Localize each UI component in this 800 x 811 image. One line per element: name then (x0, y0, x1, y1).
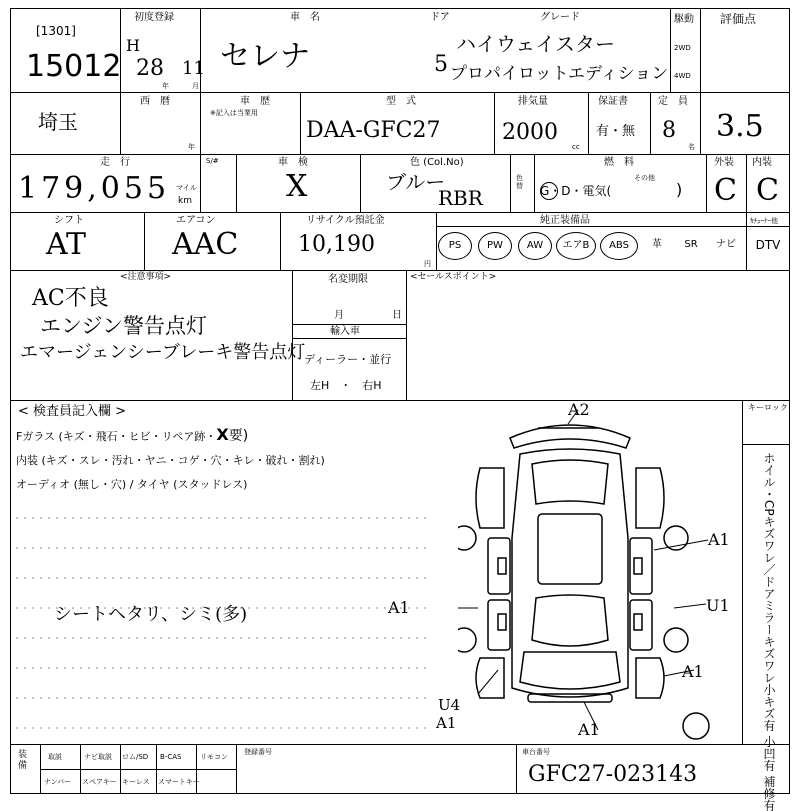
exterior-label: 外装 (714, 157, 734, 168)
note-line-2: エンジン警告点灯 (40, 314, 207, 338)
mile-unit: マイル (176, 184, 197, 192)
cc-unit: cc (572, 143, 580, 151)
history-label: 車 歴 (240, 96, 270, 107)
footer-spare-key: スペアキー (82, 778, 117, 786)
equip-sunroof: SR (684, 239, 698, 250)
model-code: DAA-GFC27 (306, 118, 441, 143)
car-name-label: 車 名 (290, 12, 320, 23)
mark-left-door: A1 (388, 598, 410, 617)
door-count: 5 (434, 52, 448, 77)
exterior-value: C (714, 173, 737, 208)
month-unit: 月 (192, 82, 199, 90)
tuner-label: ｶﾁｭｰﾅｰ他 (750, 217, 778, 225)
fuel-options: G・D・電気( (540, 184, 612, 198)
equipment-label: 純正装備品 (540, 215, 590, 226)
footer-bcas: B-CAS (160, 753, 182, 761)
footer-manual: 取説 (48, 753, 62, 761)
mark-left-front-a: A1 (436, 714, 457, 732)
door-label: ドア (430, 12, 450, 23)
west-label: 西 暦 (140, 96, 170, 107)
mark-right-door: U1 (706, 596, 730, 615)
inspection-value: X (286, 169, 308, 204)
auction-sheet (10, 8, 790, 811)
drive-2wd: 2WD (674, 44, 691, 52)
lot-number: 15012 (26, 49, 122, 84)
deadline-day: 日 (392, 310, 402, 321)
chassis-label: 車台番号 (522, 748, 550, 756)
equip-ps: PS (438, 232, 472, 260)
drive-label: 駆動 (674, 14, 694, 25)
year-unit-2: 年 (188, 143, 195, 151)
shift-label: シフト (54, 215, 84, 226)
aircon-value: AAC (172, 227, 239, 262)
recycle-value: 10,190 (298, 232, 375, 257)
aircon-label: エアコン (176, 215, 216, 226)
dealer-parallel: ディーラー・並行 (304, 353, 392, 366)
first-reg-year: 28 (136, 56, 164, 81)
notes-label: <注意事項> (120, 272, 172, 282)
score-label: 評価点 (720, 12, 757, 26)
capacity: 8 (662, 118, 676, 143)
mark-right-front: A1 (682, 662, 704, 681)
equip-airbag: エアB (556, 232, 596, 260)
footer-side-label: 装備 (18, 750, 28, 771)
grade-label: グレード (540, 12, 580, 23)
year-unit: 年 (162, 82, 169, 90)
note-line-3: エマージェンシーブレーキ警告点灯 (20, 342, 306, 363)
first-reg-era: H (126, 36, 140, 55)
warranty-label: 保証書 (598, 96, 628, 107)
equip-aw: AW (518, 232, 552, 260)
wheel-mirror-note: ホイル・CPキズワレ／ドアミラーキズワレ小キズ有 小凹有 補修有 (762, 452, 776, 811)
fuel-close: ) (676, 180, 683, 199)
recycle-label: リサイクル預託金 (306, 215, 385, 226)
mark-rear-spoiler: A2 (568, 400, 590, 419)
yen-unit: 円 (424, 260, 431, 268)
displacement: 2000 (502, 120, 558, 145)
capacity-label: 定 員 (658, 96, 688, 107)
inspector-title: < 検査員記入欄 > (18, 404, 127, 419)
footer-navi-manual: ナビ取説 (84, 753, 112, 761)
drive-4wd: 4WD (674, 72, 691, 80)
chassis-number: GFC27-023143 (528, 762, 698, 787)
footer-keyless: キーレス (122, 778, 150, 786)
color-change-label: 色替 (516, 174, 523, 190)
mileage: 179,055 (18, 171, 171, 206)
import-label: 輸入車 (330, 326, 360, 337)
inspection-label: 車 検 (278, 157, 308, 168)
handle-side: 左H ・ 右H (310, 379, 382, 392)
sales-label: <セールスポイント> (410, 272, 497, 282)
mark-front-bumper: A1 (578, 720, 600, 739)
fuel-other: その他 (634, 174, 655, 182)
deadline-month: 月 (334, 310, 344, 321)
fuel-g-circle (540, 182, 558, 200)
color-label: 色 (Col.No) (410, 157, 464, 168)
region: 埼玉 (38, 110, 78, 134)
fglass-mark: X (216, 425, 229, 444)
history-note: ※記入は当業用 (210, 109, 258, 117)
interior-label: 内装 (752, 157, 772, 168)
footer-smart-key: スマートキー (158, 778, 200, 786)
car-name: セレナ (220, 39, 310, 74)
fglass-suffix: 要) (228, 428, 249, 444)
interior-value: C (756, 173, 779, 208)
fuel-label: 燃 料 (604, 157, 634, 168)
grade-line1: ハイウェイスター (456, 32, 615, 56)
lot-code: [1301] (36, 24, 76, 38)
score-value: 3.5 (716, 109, 764, 144)
sw-label: S/# (206, 157, 219, 165)
equip-dtv: DTV (755, 238, 781, 252)
footer-remote: リモコン (200, 753, 228, 761)
car-diagram (458, 408, 738, 740)
displacement-label: 排気量 (518, 96, 548, 107)
audio-line: オーディオ (無し・穴) / タイヤ (スタッドレス) (16, 478, 248, 491)
equip-abs: ABS (600, 232, 638, 260)
km-unit: km (178, 196, 192, 206)
footer-rom-sd: ロム/SD (122, 753, 149, 761)
color-value: ブルー (386, 170, 446, 194)
equip-leather: 革 (652, 239, 662, 250)
shift-value: AT (46, 227, 87, 262)
color-code: RBR (438, 186, 483, 210)
deadline-label: 名変期限 (328, 274, 368, 285)
warranty: 有・無 (596, 124, 636, 139)
equip-navi: ナビ (716, 239, 736, 250)
interior-line: 内装 (キズ・スレ・汚れ・ヤニ・コゲ・穴・キレ・破れ・割れ) (16, 454, 325, 467)
model-label: 型 式 (386, 96, 416, 107)
keyless-label: キーロック (748, 403, 788, 412)
mark-right-rear: A1 (708, 530, 730, 549)
fglass-prefix: Fガラス (キズ・飛石・ヒビ・リペア跡・ (16, 430, 217, 443)
reg-number-label: 登録番号 (244, 748, 272, 756)
footer-plate: ナンバー (44, 778, 72, 786)
mark-left-front-u: U4 (438, 696, 461, 714)
capacity-unit: 名 (688, 143, 695, 151)
mileage-label: 走 行 (100, 157, 130, 168)
first-reg-month: 11 (182, 58, 205, 79)
seat-note: シートヘタリ、シミ(多) (54, 604, 248, 625)
note-line-1: AC不良 (32, 286, 109, 311)
equip-pw: PW (478, 232, 512, 260)
grade-line2: プロパイロットエディション (450, 64, 669, 84)
first-reg-label: 初度登録 (134, 12, 174, 23)
